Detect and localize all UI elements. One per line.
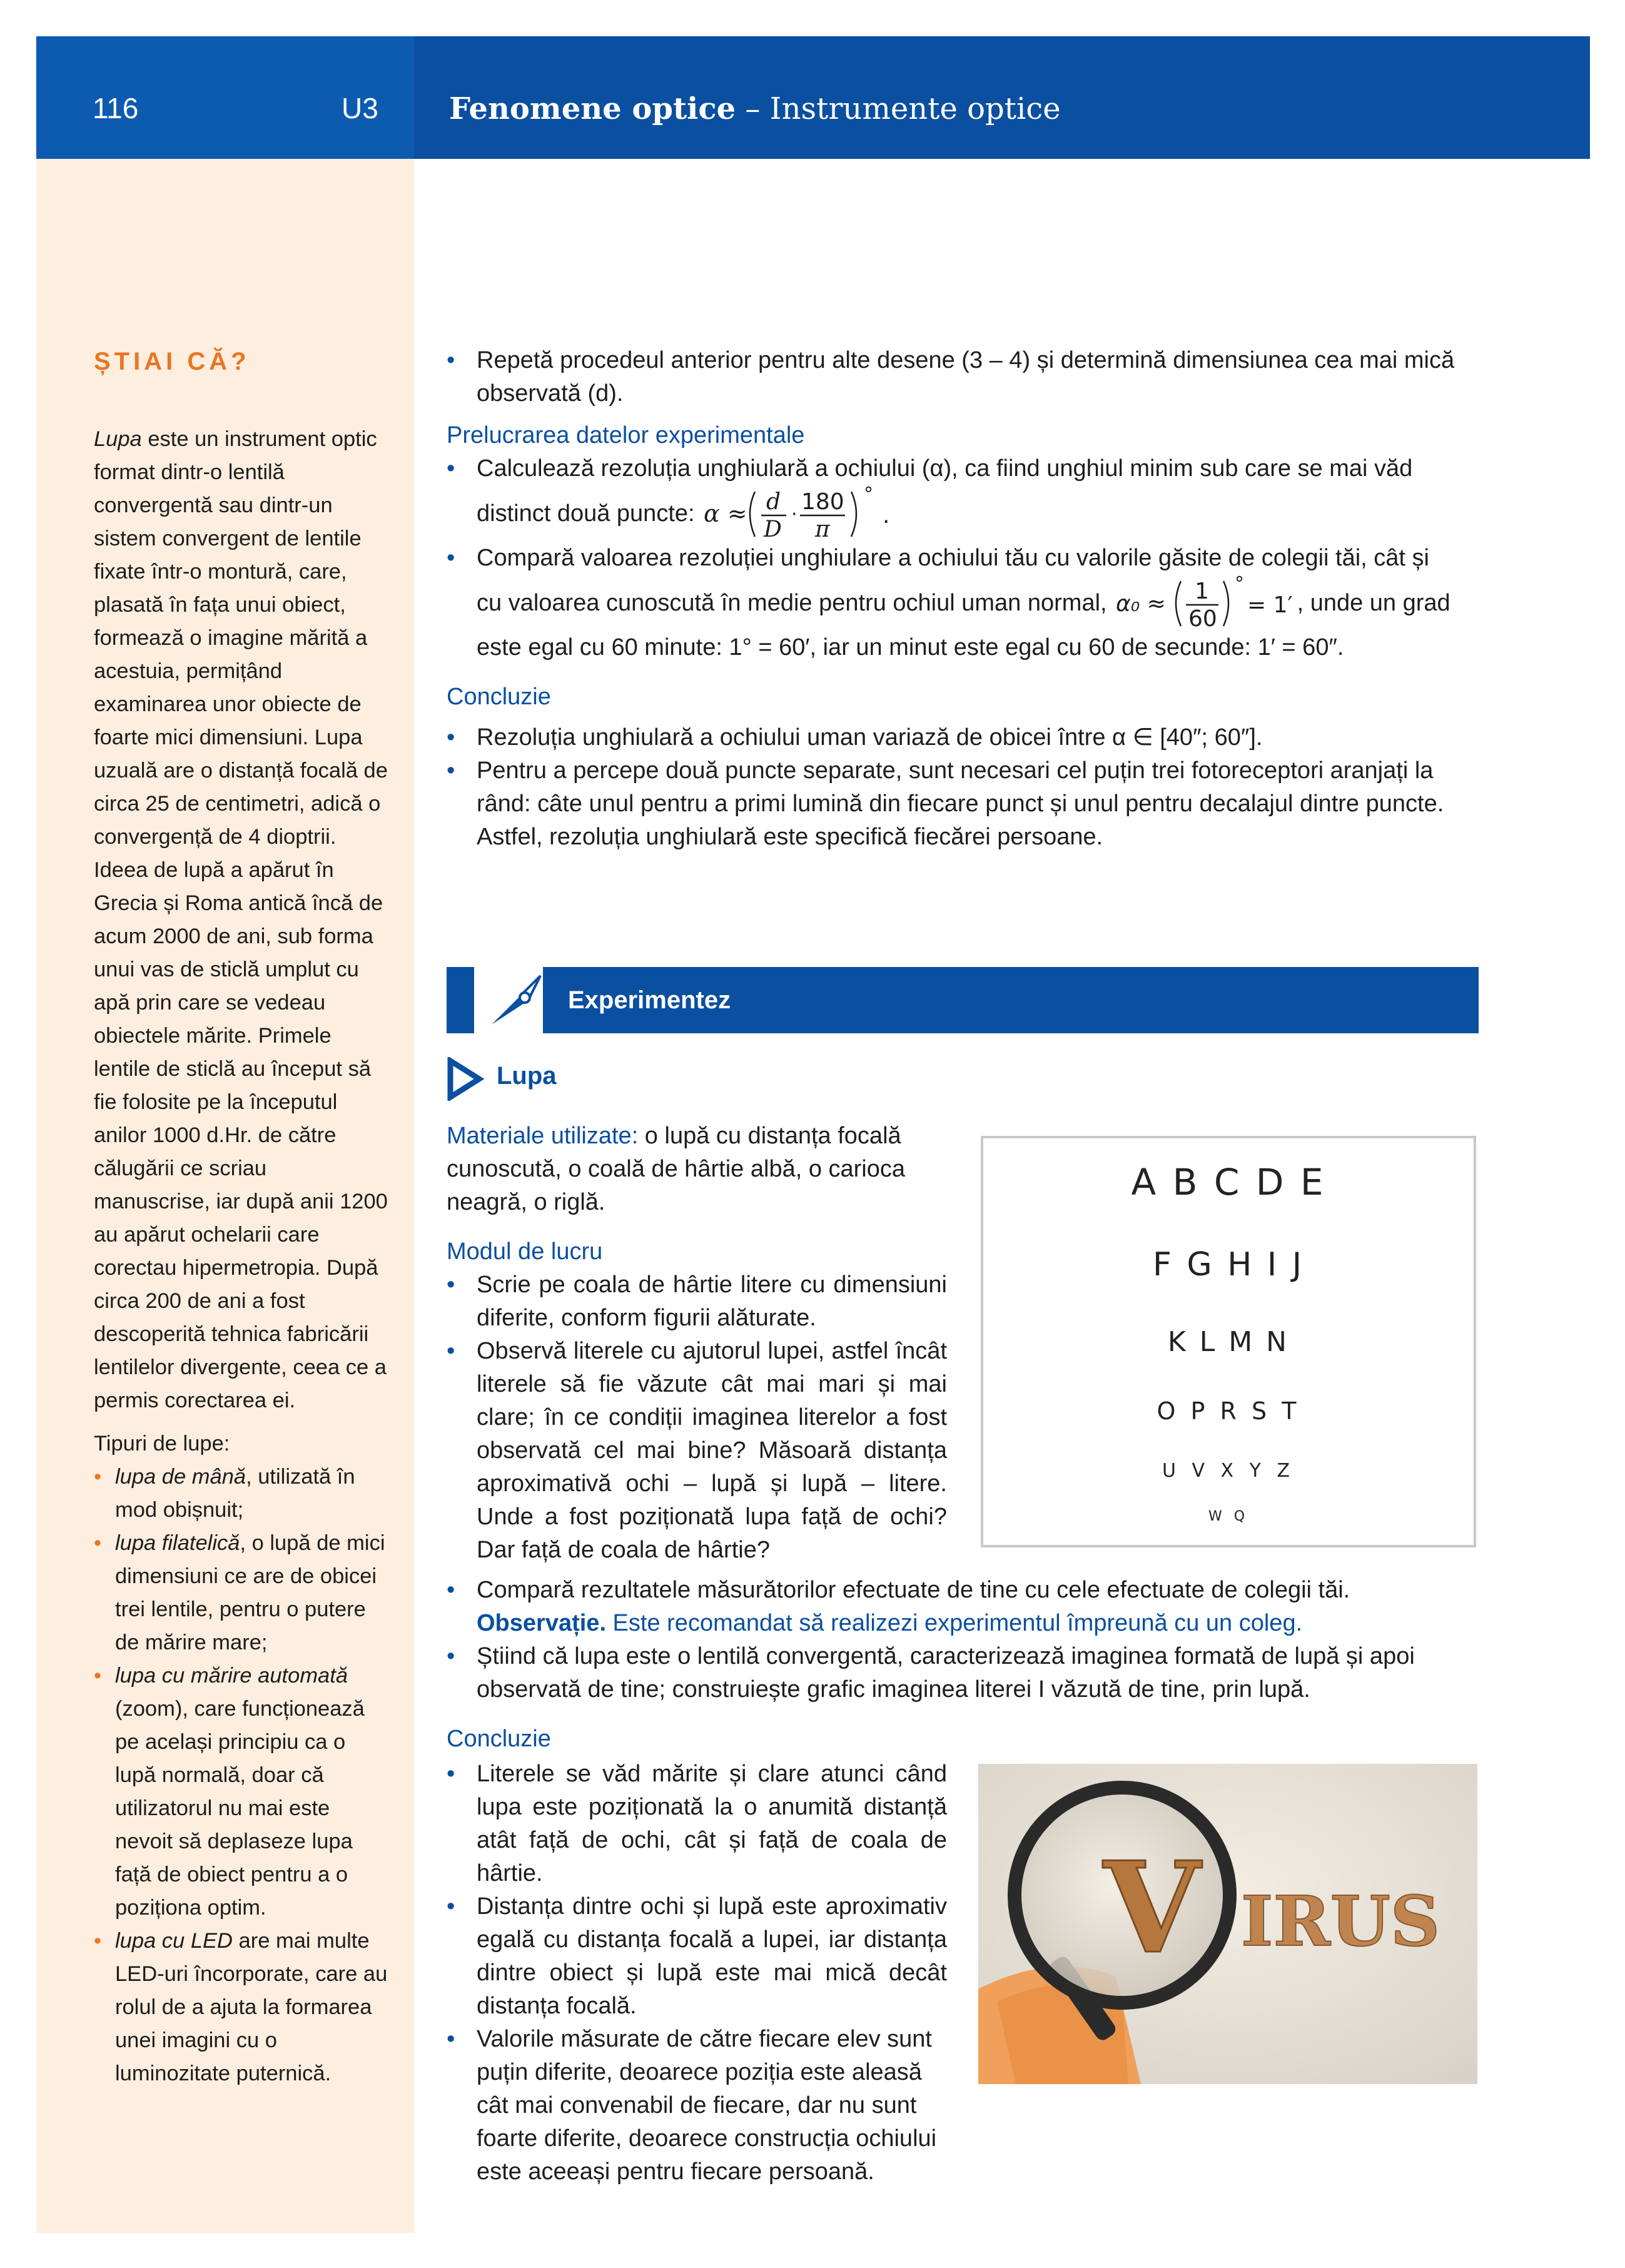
formula-alpha0 <box>1116 575 1297 631</box>
sidebar-types-title: Tipuri de lupe: <box>94 1432 230 1455</box>
prelucrare-text: , unde un grad <box>1297 589 1450 616</box>
magnifier-photo <box>978 1764 1477 2084</box>
sidebar-intro-body: este un instrument optic format dintr-o lentilă convergentă sau dintr-un sistem convergent de lentile fixate într-o montură, care, plasată în fața unui obiect, formează o imagine mărită a acestuia, permițând examinarea unor obiecte de foarte mici dimensiuni. Lupa uzuală are o distanță focală de circa 25 de centimetri, adică o convergență de 4 dioptrii. Ideea de lupă a apărut în Grecia și Roma antică încă de acum 2000 de ani, sub forma unui vas de sticlă umplut cu apă prin care se vedeau obiectele mărite. Primele lentile de sticlă au început să fie folosite pe la începutul anilor 1000 d.Hr. de către călugării ce scriau manuscrise, iar după anii 1200 au apărut ochelarii care corectau hipermetropia. După circa 200 de ani a fost descoperită tehnica fabricării lentilelor divergente, ceea ce a permis corectarea ei. <box>94 427 388 1412</box>
sidebar-heading: ȘTIAI CĂ? <box>94 348 250 375</box>
materiale-label: Materiale utilizate: <box>447 1123 639 1149</box>
prelucrare-text: distinct două puncte: <box>477 500 695 527</box>
formula2-lhs: α₀ ≈ <box>1115 591 1166 617</box>
formula-lhs: α ≈ <box>703 500 747 527</box>
list-item: • Rezoluția unghiulară a ochiului uman variază de obicei între α ∈ [40″; 60″]. <box>447 721 1479 754</box>
concluzie2-last: • Valorile măsurate de către fiecare elev sunt puțin diferite, deoarece poziția este aleasă cât mai convenabil de fiecare, dar nu sunt foarte diferite, deoarece construcția ochiului este aceeași pentru fiecare persoană. <box>477 2026 937 2185</box>
list-item <box>447 1574 1479 1640</box>
letter-row: W Q <box>1208 1509 1249 1524</box>
sidebar-intro <box>94 423 388 1417</box>
sidebar-types-list <box>94 1461 388 2090</box>
page-header <box>36 36 1590 159</box>
chapter-title <box>449 91 1061 126</box>
section-title-prelucrare: Prelucrarea datelor experimentale <box>447 422 805 448</box>
list-item <box>94 1461 388 1527</box>
photo-word: IRUS <box>1241 1881 1440 1962</box>
observatie-text: Este recomandat să realizezi experimentul împreună cu un coleg. <box>606 1610 1303 1636</box>
list-item <box>447 542 1479 664</box>
concluzie2-title-block <box>447 1723 1479 1756</box>
list-item: • Observă literele cu ajutorul lupei, astfel încât literele să fie văzute cât mai mari și mai clare; în ce condiții imaginea literelor a fost observată cel mai bine? Măsoară distanța aproximativă ochi – lupă și lupă – litere. Unde a fost poziționată lupa față de ochi? Dar față de coala de hârtie? <box>447 1335 947 1567</box>
list-item: • Literele se văd mărite și clare atunci când lupa este poziționată la o anumită distanță atât față de ochi, cât și față de coala de hârtie. <box>447 1758 947 1890</box>
type-desc: are mai multe LED-uri încorporate, care au rolul de a ajuta la formarea unei imagini cu o luminozitate puternică. <box>115 1929 388 2085</box>
formula-degree: ° <box>863 485 873 505</box>
prelucrare-line-5: este egal cu 60 minute: 1° = 60′, iar un minut este egal cu 60 de secunde: 1′ = 60″. <box>477 634 1344 661</box>
compass-icon <box>483 967 549 1033</box>
list-item: • Repetă procedeul anterior pentru alte desene (3 – 4) și determină dimensiunea cea mai mică observată (d). <box>447 344 1479 410</box>
list-item: • Știind că lupa este o lentilă convergentă, caracterizează imaginea formată de lupă și apoi observată de tine; construiește grafic imaginea literei I văzută de tine, prin lupă. <box>447 1640 1479 1706</box>
sidebar-text <box>94 423 388 2090</box>
section-title-concluzie: Concluzie <box>447 684 551 710</box>
letter-row: K L M N <box>1167 1326 1290 1358</box>
formula2-rhs: = 1′ <box>1247 592 1293 618</box>
formula2-degree: ° <box>1234 575 1244 595</box>
method-continuation <box>447 1574 1479 1706</box>
type-name: lupa de mână <box>115 1465 246 1489</box>
lupa-heading <box>447 1057 557 1101</box>
type-desc: , o lupă de mici dimensiuni ce are de obicei trei lentile, pentru o putere de mărire mare; <box>115 1531 385 1654</box>
play-triangle-icon <box>447 1057 484 1101</box>
unit-label: U3 <box>342 92 378 124</box>
svg-text:.: . <box>882 503 890 529</box>
letter-row: F G H I J <box>1152 1246 1305 1283</box>
section-title-concluzie-2: Concluzie <box>447 1726 551 1752</box>
type-desc: (zoom), care funcționează pe același principiu ca o lupă normală, doar că utilizatorul nu mai este nevoit să deplaseze lupa față de obiect pentru a o poziționa optim. <box>115 1697 365 1920</box>
formula-num-d: d <box>766 489 781 515</box>
main-top-section <box>447 344 1479 854</box>
prelucrare-text: cu valoarea cunoscută în medie pentru ochiul uman normal, <box>477 589 1107 616</box>
prelucrare-line-4 <box>477 575 1479 631</box>
materiale-paragraph <box>447 1120 947 1219</box>
formula-den-D: D <box>763 517 782 542</box>
list-item <box>94 1659 388 1925</box>
type-name: lupa cu LED <box>115 1929 233 1953</box>
observatie-label: Observație. <box>477 1610 606 1636</box>
experimentez-banner <box>447 967 1479 1033</box>
formula2-num: 1 <box>1194 579 1209 604</box>
lupa-title: Lupa <box>497 1062 557 1090</box>
prelucrare-line-2 <box>477 485 1479 542</box>
type-name: lupa filatelică <box>115 1531 240 1555</box>
prelucrare-line-3: • Compară valoarea rezoluției unghiulare a ochiului tău cu valorile găsite de colegii tăi, cât și <box>477 545 1429 571</box>
type-name: lupa cu mărire automată <box>115 1664 348 1688</box>
observatie-line <box>477 1607 1479 1640</box>
materiale-text: o lupă cu distanța focală cunoscută, o coală de hârtie albă, o carioca neagră, o riglă. <box>447 1123 906 1215</box>
letter-chart <box>981 1136 1476 1547</box>
letter-row: U V X Y Z <box>1162 1460 1295 1482</box>
chapter-title-sub: – Instrumente optice <box>736 91 1061 126</box>
formula-den-pi: π <box>814 517 830 542</box>
list-item: • Pentru a percepe două puncte separate, sunt necesari cel puțin trei fotoreceptori aranjați la rând: câte unul pentru a primi lumină din fiecare punct și unul pentru decalajul dintre puncte. Astfel, rezoluția unghiulară este specifică fiecărei persoane. <box>447 754 1479 854</box>
svg-text:·: · <box>791 504 797 525</box>
section-title-modul: Modul de lucru <box>447 1238 603 1265</box>
letter-row: O P R S T <box>1157 1397 1300 1425</box>
concluzie2-narrow <box>447 1758 947 2023</box>
modul-compare: • Compară rezultatele măsurătorilor efectuate de tine cu cele efectuate de colegii tăi. <box>477 1577 1350 1603</box>
list-item: • Distanța dintre ochi și lupă este aproximativ egală cu distanța focală a lupei, iar distanța dintre obiect și lupă este mai mică decât distanța focală. <box>447 1890 947 2023</box>
sidebar-intro-term: Lupa <box>94 427 142 451</box>
list-item <box>447 452 1479 542</box>
letter-row: A B C D E <box>1131 1161 1326 1203</box>
list-item <box>94 1527 388 1659</box>
list-item: • Scrie pe coala de hârtie litere cu dimensiuni diferite, conform figurii alăturate. <box>447 1268 947 1335</box>
chapter-title-main: Fenomene optice <box>449 91 736 126</box>
formula-alpha <box>704 485 904 542</box>
magnifier-illustration <box>978 1764 1477 2084</box>
prelucrare-line-1: • Calculează rezoluția unghiulară a ochiului (α), ca fiind unghiul minim sub care se mai văd <box>477 455 1413 482</box>
banner-label: Experimentez <box>543 967 1479 1033</box>
materials-block <box>447 1120 947 1567</box>
list-item <box>94 1925 388 2090</box>
type-desc: , utilizată în mod obișnuit; <box>115 1465 355 1522</box>
formula2-den: 60 <box>1188 606 1217 631</box>
formula-num-180: 180 <box>801 489 844 515</box>
page-number: 116 <box>93 92 139 124</box>
photo-letter-v: V <box>1103 1835 1201 1982</box>
banner-square <box>447 967 474 1033</box>
